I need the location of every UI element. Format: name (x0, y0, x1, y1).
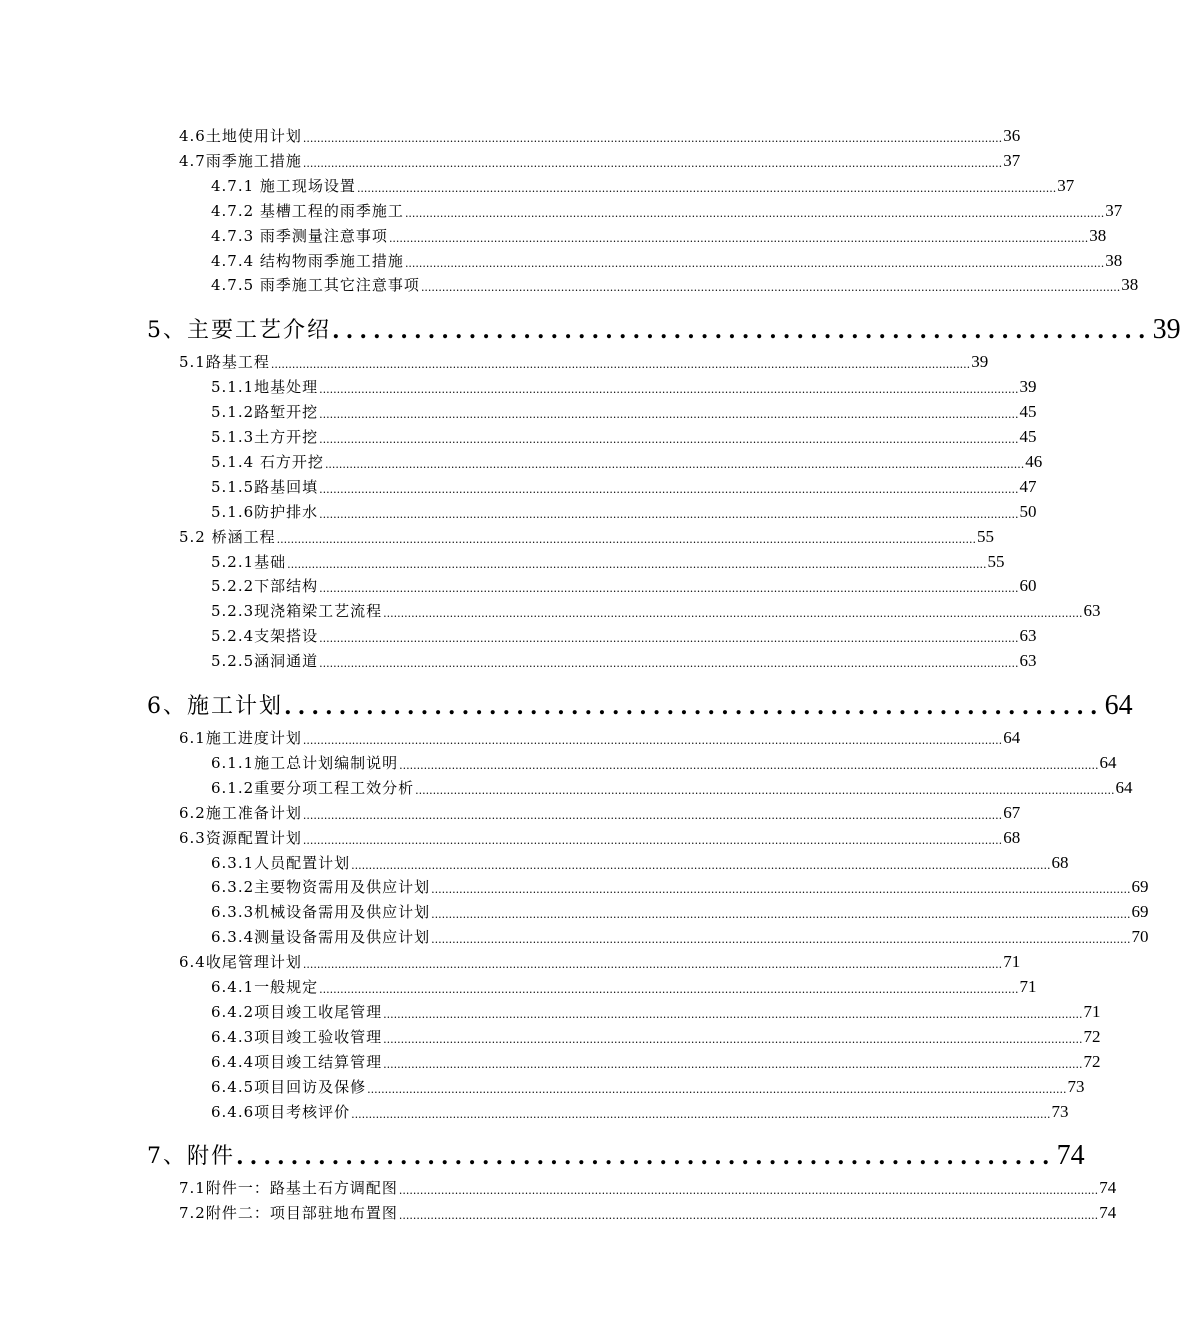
toc-dot-leader: ........................................................................................................................................................................................................ (319, 983, 1019, 996)
toc-page-number: 38 (1105, 250, 1123, 270)
toc-dot-leader: ........................................................................................................................................................................................................ (302, 808, 1003, 822)
toc-entry[interactable] (179, 726, 1021, 748)
toc-page-number: 37 (1105, 200, 1123, 220)
toc-entry-label: 5.1.3土方开挖 (211, 428, 319, 446)
toc-dot-leader: ........................................................................................................................................................................................................ (383, 1032, 1083, 1046)
toc-entry[interactable] (211, 425, 1037, 447)
toc-entry-label: 6.4.2项目竣工收尾管理 (211, 1002, 383, 1021)
toc-entry-label: 6.4.5项目回访及保修 (211, 1077, 367, 1096)
toc-page-number: 37 (1057, 175, 1075, 195)
toc-entry[interactable] (211, 249, 1123, 271)
toc-page-number: 64 (1115, 777, 1133, 797)
toc-entry[interactable] (211, 776, 1133, 798)
toc-page-number: 64 (1003, 728, 1021, 747)
toc-page-number: 39 (1019, 377, 1037, 397)
toc-entry[interactable] (179, 950, 1021, 972)
toc-entry[interactable] (211, 1100, 1069, 1122)
toc-entry[interactable] (211, 450, 1043, 472)
toc-dot-leader: ........................................................................................................................................................................................................ (383, 607, 1083, 621)
toc-dot-leader: ........................................................................................................................................................................................................ (276, 532, 976, 546)
toc-entry-label: 6.4.6项目考核评价 (211, 1102, 351, 1121)
toc-entry[interactable] (211, 550, 1005, 572)
toc-entry-label: 6.1.2重要分项工程工效分析 (211, 778, 415, 797)
toc-dot-leader: ........................................................................................................................................................................................................ (356, 181, 1057, 195)
toc-dot-leader: ........................................................................................................................................................................................................ (319, 632, 1019, 646)
toc-page-number: 73 (1051, 1101, 1069, 1121)
toc-entry[interactable] (211, 1075, 1085, 1097)
toc-entry-label: 5.1.2路堑开挖 (211, 403, 319, 422)
toc-page-number: 45 (1019, 402, 1037, 422)
toc-page-number: 68 (1003, 827, 1021, 847)
toc-page-number: 74 (1099, 1178, 1117, 1198)
toc-page-number: 64 (1104, 690, 1133, 721)
toc-entry-label: 6.3资源配置计划 (179, 828, 302, 847)
toc-dot-leader: ........................................................................................................................................................................................................ (383, 1007, 1083, 1021)
toc-page-number: 71 (1003, 952, 1021, 972)
toc-dot-leader: ............................................................ (332, 318, 1152, 345)
toc-entry[interactable] (211, 574, 1037, 596)
toc-entry[interactable] (211, 624, 1037, 646)
toc-page-number: 73 (1067, 1076, 1085, 1096)
toc-page-number: 37 (1003, 150, 1021, 170)
toc-entry[interactable] (211, 925, 1149, 947)
toc-entry[interactable] (211, 400, 1037, 422)
toc-entry-label: 5.2.5涵洞通道 (211, 652, 319, 671)
toc-page-number: 39 (971, 352, 989, 372)
toc-page-number: 68 (1051, 852, 1069, 872)
toc-entry-label: 6.3.1人员配置计划 (211, 853, 351, 872)
toc-entry[interactable] (211, 475, 1037, 497)
toc-chapter-entry[interactable] (147, 312, 1181, 346)
toc-dot-leader: ........................................................................................................................................................................................................ (302, 156, 1003, 170)
toc-dot-leader: ........................................................................................................................................................................................................ (319, 507, 1019, 521)
toc-page-number: 38 (1089, 225, 1107, 245)
toc-page-number: 63 (1019, 651, 1037, 671)
toc-entry-label: 4.7雨季施工措施 (179, 151, 302, 170)
toc-dot-leader: ........................................................................................................................................................................................................ (431, 933, 1131, 947)
toc-page-number: 55 (987, 551, 1005, 571)
toc-entry[interactable] (179, 525, 994, 547)
toc-entry-label: 5.1.6防护排水 (211, 502, 319, 521)
toc-page-number: 69 (1131, 902, 1149, 922)
toc-dot-leader: ........................................................................................................................................................................................................ (398, 1184, 1099, 1198)
toc-entry-label: 6.2施工准备计划 (179, 803, 302, 822)
toc-dot-leader: ........................................................................................................................................................................................................ (319, 433, 1019, 446)
toc-page-number: 55 (976, 526, 994, 546)
toc-entry-label: 5.2.1基础 (211, 552, 287, 571)
toc-entry-label: 7.2附件二：项目部驻地布置图 (179, 1204, 398, 1223)
toc-dot-leader: ........................................................................................................................................................................................................ (399, 758, 1099, 772)
toc-entry-label: 5.2.4支架搭设 (211, 627, 319, 646)
toc-entry-label: 4.6土地使用计划 (179, 127, 302, 145)
toc-dot-leader: ........................................................................................................................................................................................................ (388, 231, 1089, 245)
toc-page-number: 63 (1083, 601, 1101, 621)
toc-entry[interactable] (179, 1176, 1117, 1198)
toc-dot-leader: ........................................................................................................................................................................................................ (302, 958, 1003, 972)
toc-page-number: 63 (1019, 626, 1037, 646)
toc-entry-label: 6.4.1一般规定 (211, 978, 319, 996)
toc-dot-leader: ............................................................ (236, 1144, 1056, 1171)
toc-page-number: 46 (1025, 451, 1043, 471)
toc-dot-leader: ........................................................................................................................................................................................................ (431, 883, 1131, 897)
toc-dot-leader: ........................................................................................................................................................................................................ (319, 582, 1019, 596)
toc-chapter-entry[interactable] (147, 1138, 1085, 1172)
toc-entry[interactable] (211, 1000, 1101, 1022)
toc-entry-label: 6.3.3机械设备需用及供应计划 (211, 903, 431, 922)
toc-entry[interactable] (179, 124, 1021, 146)
toc-entry-label: 6.3.2主要物资需用及供应计划 (211, 878, 431, 897)
toc-dot-leader: ........................................................................................................................................................................................................ (404, 256, 1105, 270)
toc-entry[interactable] (179, 826, 1021, 848)
toc-dot-leader: ........................................................................................................................................................................................................ (302, 734, 1003, 747)
toc-entry[interactable] (211, 224, 1107, 246)
toc-entry[interactable] (211, 500, 1037, 522)
toc-page-number: 50 (1019, 501, 1037, 521)
toc-entry-label: 4.7.2 基槽工程的雨季施工 (211, 201, 404, 220)
toc-page-number: 45 (1019, 427, 1037, 446)
toc-entry[interactable] (211, 751, 1117, 773)
toc-entry-label: 4.7.3 雨季测量注意事项 (211, 226, 388, 245)
toc-entry[interactable] (211, 875, 1149, 897)
toc-entry[interactable] (211, 1050, 1101, 1072)
toc-entry-label: 7、附件 (147, 1144, 235, 1170)
toc-dot-leader: ........................................................................................................................................................................................................ (287, 557, 987, 571)
toc-dot-leader: ........................................................................................................................................................................................................ (351, 1107, 1051, 1121)
toc-entry[interactable] (179, 149, 1021, 171)
toc-entry-label: 5.1.5路基回填 (211, 477, 319, 496)
toc-dot-leader: ........................................................................................................................................................................................................ (324, 457, 1025, 471)
toc-entry-label: 6.1.1施工总计划编制说明 (211, 753, 399, 772)
toc-page-number: 64 (1099, 752, 1117, 772)
toc-dot-leader: ............................................................ (284, 694, 1104, 720)
toc-page-number: 71 (1019, 977, 1037, 996)
toc-page-number: 47 (1019, 476, 1037, 496)
toc-page-number: 60 (1019, 576, 1037, 596)
toc-entry[interactable] (211, 851, 1069, 873)
toc-page-number: 74 (1099, 1203, 1117, 1223)
toc-entry-label: 6、施工计划 (147, 694, 283, 719)
toc-dot-leader: ........................................................................................................................................................................................................ (404, 206, 1105, 220)
toc-entry-label: 5.1.4 石方开挖 (211, 452, 324, 471)
toc-entry[interactable] (211, 975, 1037, 997)
toc-entry-label: 5.2 桥涵工程 (179, 527, 276, 546)
toc-dot-leader: ........................................................................................................................................................................................................ (319, 408, 1019, 422)
toc-entry[interactable] (211, 649, 1037, 671)
toc-entry-label: 4.7.1 施工现场设置 (211, 176, 356, 195)
toc-page-number: 72 (1083, 1051, 1101, 1071)
toc-dot-leader: ........................................................................................................................................................................................................ (431, 908, 1131, 922)
toc-entry[interactable] (179, 350, 989, 372)
toc-page-number: 70 (1131, 927, 1149, 947)
toc-chapter-entry[interactable] (147, 688, 1133, 721)
toc-dot-leader: ........................................................................................................................................................................................................ (319, 482, 1019, 496)
toc-dot-leader: ........................................................................................................................................................................................................ (319, 383, 1019, 397)
toc-entry[interactable] (211, 375, 1037, 397)
toc-entry-label: 6.4.3项目竣工验收管理 (211, 1027, 383, 1046)
toc-dot-leader: ........................................................................................................................................................................................................ (367, 1082, 1067, 1096)
toc-dot-leader: ........................................................................................................................................................................................................ (319, 657, 1019, 671)
toc-entry[interactable] (211, 174, 1075, 196)
toc-entry[interactable] (211, 900, 1149, 922)
toc-page-number: 36 (1003, 126, 1021, 145)
toc-dot-leader: ........................................................................................................................................................................................................ (420, 281, 1121, 295)
toc-entry-label: 5.2.3现浇箱梁工艺流程 (211, 602, 383, 621)
toc-entry-label: 6.4收尾管理计划 (179, 953, 302, 972)
toc-entry[interactable] (211, 199, 1123, 221)
toc-entry[interactable] (179, 1201, 1117, 1223)
toc-entry[interactable] (179, 801, 1021, 823)
toc-page-number: 72 (1083, 1026, 1101, 1046)
toc-entry-label: 5、主要工艺介绍 (147, 318, 331, 344)
toc-page-number: 71 (1083, 1001, 1101, 1021)
toc-page-number: 39 (1152, 314, 1181, 346)
toc-page-number: 74 (1056, 1140, 1085, 1172)
toc-entry-label: 4.7.5 雨季施工其它注意事项 (211, 276, 420, 295)
toc-entry-label: 6.4.4项目竣工结算管理 (211, 1052, 383, 1071)
toc-entry-label: 7.1附件一：路基土石方调配图 (179, 1179, 398, 1198)
toc-dot-leader: ........................................................................................................................................................................................................ (398, 1209, 1099, 1223)
toc-entry[interactable] (211, 273, 1139, 295)
toc-page-number: 67 (1003, 802, 1021, 822)
toc-entry-label: 5.2.2下部结构 (211, 577, 319, 596)
toc-entry[interactable] (211, 1025, 1101, 1047)
toc-dot-leader: ........................................................................................................................................................................................................ (302, 132, 1003, 145)
toc-page-number: 69 (1131, 877, 1149, 897)
toc-dot-leader: ........................................................................................................................................................................................................ (270, 358, 971, 372)
toc-page-number: 38 (1121, 275, 1139, 295)
toc-dot-leader: ........................................................................................................................................................................................................ (351, 858, 1051, 872)
toc-dot-leader: ........................................................................................................................................................................................................ (415, 783, 1115, 797)
toc-dot-leader: ........................................................................................................................................................................................................ (383, 1057, 1083, 1071)
toc-dot-leader: ........................................................................................................................................................................................................ (302, 833, 1003, 847)
toc-entry[interactable] (211, 599, 1101, 621)
toc-entry-label: 6.1施工进度计划 (179, 729, 302, 747)
toc-entry-label: 5.1路基工程 (179, 353, 270, 372)
toc-entry-label: 6.3.4测量设备需用及供应计划 (211, 928, 431, 947)
toc-entry-label: 5.1.1地基处理 (211, 378, 319, 397)
toc-entry-label: 4.7.4 结构物雨季施工措施 (211, 251, 404, 270)
